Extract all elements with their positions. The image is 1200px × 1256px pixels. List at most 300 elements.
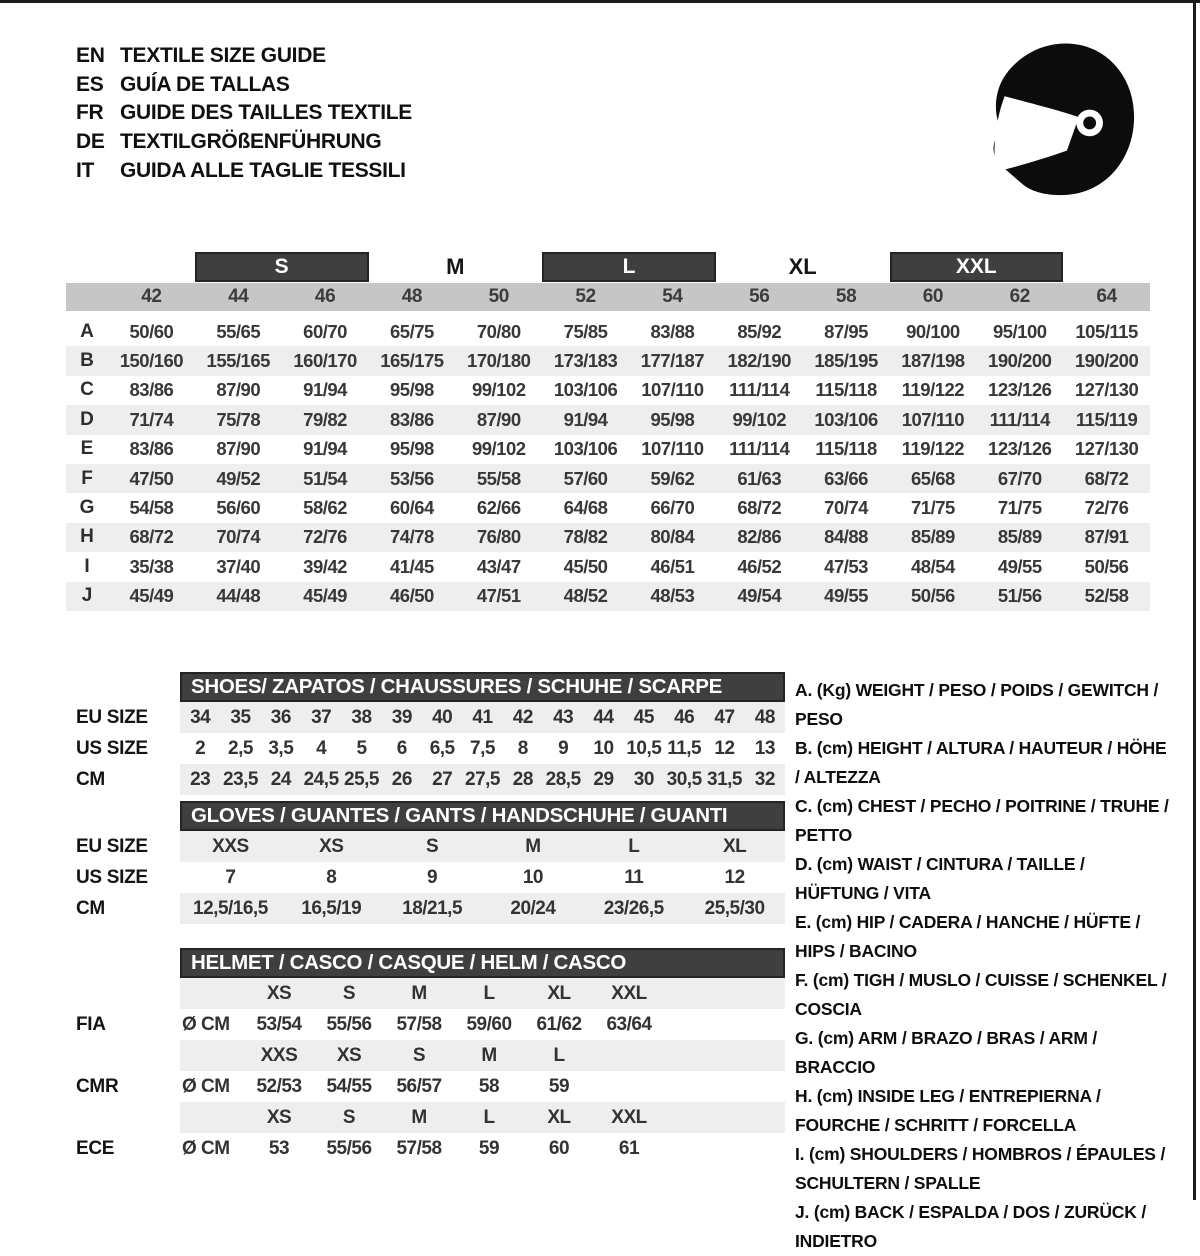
helmet-value: 57/58 bbox=[396, 1013, 442, 1035]
helmet-value-row bbox=[66, 1071, 785, 1102]
size-value: 6 bbox=[396, 737, 407, 759]
measurement-value: 91/94 bbox=[303, 379, 347, 401]
measurement-value: 107/110 bbox=[641, 438, 704, 460]
helmet-value: 59 bbox=[548, 1075, 570, 1097]
helmet-size: S bbox=[342, 982, 356, 1004]
row-values bbox=[180, 733, 785, 764]
numeric-size: 42 bbox=[141, 286, 162, 307]
row-values bbox=[180, 831, 785, 862]
row-values bbox=[180, 702, 785, 733]
numeric-size: 50 bbox=[488, 286, 509, 307]
size-value: 39 bbox=[391, 706, 412, 728]
helmet-values bbox=[180, 1009, 785, 1040]
measurement-value: 91/94 bbox=[563, 408, 608, 430]
measurement-row bbox=[66, 523, 1150, 552]
measurement-value: 91/94 bbox=[303, 438, 347, 460]
measurement-value: 103/106 bbox=[553, 379, 618, 401]
language-title: GUIDE DES TAILLES TEXTILE bbox=[120, 101, 412, 125]
standard-label: CMR bbox=[76, 1075, 119, 1097]
numeric-size: 52 bbox=[575, 286, 596, 307]
helmet-size: XS bbox=[336, 1044, 362, 1066]
size-value: 43 bbox=[553, 706, 574, 728]
row-label: US SIZE bbox=[76, 737, 148, 759]
size-value: 12 bbox=[724, 866, 745, 888]
diameter-unit: Ø CM bbox=[182, 1075, 230, 1097]
measurement-value: 47/50 bbox=[129, 467, 174, 489]
size-value: 2,5 bbox=[228, 737, 253, 759]
measurement-value: 103/106 bbox=[814, 408, 878, 430]
measurement-value: 84/88 bbox=[824, 526, 868, 548]
measurement-value: 119/122 bbox=[901, 379, 965, 401]
measurement-value: 68/72 bbox=[129, 526, 174, 548]
measurement-value: 87/90 bbox=[216, 438, 261, 460]
size-value: 23 bbox=[190, 768, 211, 790]
row-label: CM bbox=[76, 897, 105, 919]
helmet-size: XS bbox=[266, 982, 292, 1004]
language-title: TEXTILE SIZE GUIDE bbox=[120, 44, 326, 68]
measurement-value: 87/90 bbox=[216, 379, 261, 401]
legend-item: E. (cm) HIP / CADERA / HANCHE / HÜFTE / HIPS / BACINO bbox=[795, 912, 1141, 961]
size-value: 26 bbox=[391, 768, 412, 790]
language-row bbox=[76, 128, 412, 157]
helmet-value: 52/53 bbox=[256, 1075, 302, 1097]
language-title-list bbox=[76, 42, 412, 185]
measurement-value: 111/114 bbox=[729, 379, 790, 401]
top-border-line bbox=[0, 0, 1200, 3]
measurement-value: 123/126 bbox=[988, 438, 1052, 460]
size-value: 7,5 bbox=[470, 737, 495, 759]
measurement-value: 61/63 bbox=[737, 467, 782, 489]
helmet-size: XXL bbox=[611, 982, 647, 1004]
measurement-value: 103/106 bbox=[553, 438, 618, 460]
measurement-value: 72/76 bbox=[1084, 497, 1129, 519]
measurement-value: 49/55 bbox=[824, 585, 868, 607]
measurement-value: 127/130 bbox=[1074, 379, 1139, 401]
measurement-value: 48/53 bbox=[650, 585, 695, 607]
row-label: EU SIZE bbox=[76, 706, 148, 728]
numeric-size-bar bbox=[66, 283, 1150, 311]
size-value: 12,5/16,5 bbox=[193, 897, 268, 919]
size-value: 46 bbox=[674, 706, 695, 728]
measurement-value: 85/92 bbox=[737, 320, 782, 342]
legend-item: G. (cm) ARM / BRAZO / BRAS / ARM / BRACCIO bbox=[795, 1028, 1098, 1077]
row-letter: G bbox=[79, 497, 95, 519]
measurement-value: 49/54 bbox=[737, 585, 782, 607]
language-code: ES bbox=[76, 72, 104, 96]
measurement-value: 115/118 bbox=[815, 379, 877, 401]
measurement-value: 150/160 bbox=[119, 350, 184, 372]
standard-label: ECE bbox=[76, 1137, 115, 1159]
helmet-size: M bbox=[481, 1044, 497, 1066]
size-value: 23/26,5 bbox=[603, 897, 664, 919]
language-title: GUIDA ALLE TAGLIE TESSILI bbox=[120, 158, 406, 182]
numeric-size: 56 bbox=[749, 286, 770, 307]
size-value: 37 bbox=[311, 706, 332, 728]
language-row bbox=[76, 99, 412, 128]
size-value: 9 bbox=[427, 866, 438, 888]
size-group-header-row bbox=[66, 252, 1150, 282]
measurement-value: 82/86 bbox=[737, 526, 782, 548]
measurement-value: 190/200 bbox=[988, 350, 1052, 372]
helmet-title-bar: HELMET / CASCO / CASQUE / HELM / CASCO bbox=[180, 948, 785, 978]
row-letter: F bbox=[81, 467, 93, 489]
racing-helmet-icon bbox=[982, 40, 1140, 198]
measurement-value: 70/74 bbox=[824, 497, 868, 519]
helmet-value: 59/60 bbox=[466, 1013, 512, 1035]
size-value: 13 bbox=[754, 737, 775, 759]
language-title: TEXTILGRÖßENFÜHRUNG bbox=[120, 130, 382, 154]
measurement-value: 119/122 bbox=[901, 438, 965, 460]
measurement-value: 48/54 bbox=[911, 555, 955, 577]
measurement-value: 170/180 bbox=[467, 350, 531, 372]
measurement-value: 65/75 bbox=[390, 320, 434, 342]
measurement-value: 85/89 bbox=[997, 526, 1042, 548]
measurement-value: 87/95 bbox=[824, 320, 868, 342]
legend-item: B. (cm) HEIGHT / ALTURA / HAUTEUR / HÖHE / ALTEZZA bbox=[795, 738, 1167, 787]
language-code: DE bbox=[76, 130, 105, 154]
measurement-value: 50/56 bbox=[911, 585, 955, 607]
row-letter: A bbox=[80, 320, 94, 342]
size-value: 27,5 bbox=[465, 768, 500, 790]
standard-label: FIA bbox=[76, 1013, 106, 1035]
measurement-value: 46/50 bbox=[390, 585, 434, 607]
size-row bbox=[66, 831, 785, 862]
row-letter: H bbox=[80, 526, 94, 548]
size-value: M bbox=[525, 835, 541, 857]
measurement-value: 50/60 bbox=[129, 320, 174, 342]
size-value: 10 bbox=[593, 737, 614, 759]
row-label: EU SIZE bbox=[76, 835, 148, 857]
size-value: 29 bbox=[593, 768, 614, 790]
size-value: 34 bbox=[190, 706, 211, 728]
measurement-value: 51/56 bbox=[997, 585, 1042, 607]
helmet-size: XXL bbox=[611, 1106, 647, 1128]
measurement-value: 83/88 bbox=[650, 320, 695, 342]
gloves-rows bbox=[66, 831, 785, 924]
size-value: 9 bbox=[558, 737, 569, 759]
measurement-value: 95/98 bbox=[650, 408, 695, 430]
measurement-value: 51/54 bbox=[303, 467, 347, 489]
measurement-row bbox=[66, 552, 1150, 581]
legend-item: A. (Kg) WEIGHT / PESO / POIDS / GEWITCH / PESO bbox=[795, 680, 1159, 729]
legend-item: F. (cm) TIGH / MUSLO / CUISSE / SCHENKEL / COSCIA bbox=[795, 970, 1167, 1019]
row-label bbox=[66, 1040, 180, 1071]
helmet-size: M bbox=[411, 982, 427, 1004]
measurement-value: 165/175 bbox=[380, 350, 444, 372]
size-value: 45 bbox=[633, 706, 654, 728]
helmet-value: 55/56 bbox=[326, 1013, 372, 1035]
size-value: 38 bbox=[351, 706, 372, 728]
size-value: 3,5 bbox=[268, 737, 294, 759]
measurement-value: 43/47 bbox=[476, 555, 521, 577]
size-value: 47 bbox=[714, 706, 735, 728]
measurement-value: 57/60 bbox=[563, 467, 608, 489]
measurement-value: 83/86 bbox=[129, 438, 174, 460]
measurement-value: 72/76 bbox=[303, 526, 347, 548]
size-value: XL bbox=[722, 835, 747, 857]
measurement-value: 83/86 bbox=[390, 408, 434, 430]
measurement-value: 46/51 bbox=[650, 555, 695, 577]
numeric-size: 46 bbox=[314, 286, 336, 307]
size-value: L bbox=[628, 835, 640, 857]
measurement-value: 99/102 bbox=[732, 408, 787, 430]
right-border-line bbox=[1193, 0, 1196, 1200]
size-value: 41 bbox=[472, 706, 493, 728]
measurement-value: 39/42 bbox=[303, 555, 347, 577]
measurement-value: 111/114 bbox=[989, 408, 1050, 430]
row-label bbox=[66, 978, 180, 1009]
helmet-sizes bbox=[180, 1102, 785, 1133]
helmet-size-row bbox=[66, 1040, 785, 1071]
measurement-value: 87/91 bbox=[1084, 526, 1129, 548]
measurement-value: 47/51 bbox=[476, 585, 521, 607]
helmet-size-row bbox=[66, 978, 785, 1009]
measurement-value: 99/102 bbox=[471, 438, 526, 460]
measurement-legend bbox=[795, 676, 1169, 1256]
numeric-size: 54 bbox=[662, 286, 683, 307]
helmet-values bbox=[180, 1133, 785, 1164]
size-group-xl: XL bbox=[788, 254, 817, 279]
size-group-m: M bbox=[446, 254, 465, 279]
measurement-value: 48/52 bbox=[563, 585, 608, 607]
gloves-title-bar: GLOVES / GUANTES / GANTS / HANDSCHUHE / GUANTI bbox=[180, 801, 785, 831]
measurement-value: 99/102 bbox=[471, 379, 526, 401]
helmet-value: 53/54 bbox=[256, 1013, 302, 1035]
shoes-rows bbox=[66, 702, 785, 795]
measurement-value: 87/90 bbox=[476, 408, 521, 430]
measurement-value: 60/64 bbox=[390, 497, 434, 519]
measurement-value: 45/49 bbox=[129, 585, 174, 607]
size-row bbox=[66, 733, 785, 764]
measurement-value: 85/89 bbox=[911, 526, 955, 548]
measurement-value: 76/80 bbox=[476, 526, 521, 548]
measurement-value: 75/78 bbox=[216, 408, 261, 430]
helmet-value: 59 bbox=[478, 1137, 500, 1159]
size-value: 25,5/30 bbox=[704, 897, 765, 919]
size-group-xxl: XXL bbox=[890, 252, 1064, 282]
row-letter: E bbox=[80, 438, 94, 460]
size-value: S bbox=[425, 835, 439, 857]
size-value: 16,5/19 bbox=[301, 897, 362, 919]
language-code: FR bbox=[76, 101, 104, 125]
size-value: 8 bbox=[517, 737, 528, 759]
helmet-value: 56/57 bbox=[396, 1075, 442, 1097]
row-letter: C bbox=[80, 379, 94, 401]
helmet-value: 58 bbox=[478, 1075, 500, 1097]
helmet-size: XL bbox=[547, 982, 571, 1004]
numeric-size: 48 bbox=[401, 286, 423, 307]
helmet-value: 61/62 bbox=[536, 1013, 582, 1035]
measurement-value: 123/126 bbox=[988, 379, 1052, 401]
size-value: 28,5 bbox=[545, 768, 581, 790]
helmet-size: XS bbox=[266, 1106, 292, 1128]
measurement-value: 53/56 bbox=[390, 467, 434, 489]
row-label bbox=[66, 1102, 180, 1133]
size-value: XXS bbox=[212, 835, 249, 857]
size-value: 25,5 bbox=[344, 768, 379, 790]
measurement-value: 45/49 bbox=[303, 585, 347, 607]
helmet-value: 60 bbox=[548, 1137, 570, 1159]
helmet-size: S bbox=[412, 1044, 426, 1066]
measurement-value: 115/119 bbox=[1075, 408, 1138, 430]
size-value: 48 bbox=[754, 706, 775, 728]
measurement-value: 64/68 bbox=[563, 497, 608, 519]
measurement-value: 182/190 bbox=[727, 350, 791, 372]
size-value: 24 bbox=[270, 768, 291, 790]
row-letter: B bbox=[80, 350, 94, 372]
gloves-table bbox=[66, 801, 785, 924]
language-row bbox=[76, 71, 412, 100]
size-value: 42 bbox=[512, 706, 533, 728]
measurement-value: 190/200 bbox=[1074, 350, 1139, 372]
measurement-value: 78/82 bbox=[563, 526, 608, 548]
measurement-value: 49/55 bbox=[997, 555, 1042, 577]
size-value: 20/24 bbox=[510, 897, 556, 919]
numeric-size: 64 bbox=[1096, 286, 1117, 307]
measurement-value: 46/52 bbox=[737, 555, 782, 577]
measurement-value: 45/50 bbox=[563, 555, 608, 577]
size-value: 28 bbox=[512, 768, 533, 790]
size-row bbox=[66, 893, 785, 924]
legend-item: I. (cm) SHOULDERS / HOMBROS / ÉPAULES / SCHULTERN / SPALLE bbox=[795, 1144, 1166, 1193]
legend-item: C. (cm) CHEST / PECHO / POITRINE / TRUHE / PETTO bbox=[795, 796, 1169, 845]
helmet-value-row bbox=[66, 1133, 785, 1164]
helmet-sizes bbox=[180, 1040, 785, 1071]
row-values bbox=[180, 764, 785, 795]
size-group-s: S bbox=[195, 252, 369, 282]
measurement-row bbox=[66, 346, 1150, 375]
size-value: 24,5 bbox=[303, 768, 339, 790]
measurement-value: 107/110 bbox=[641, 379, 704, 401]
size-value: 44 bbox=[593, 706, 614, 728]
measurement-value: 187/198 bbox=[901, 350, 965, 372]
measurement-row bbox=[66, 317, 1150, 346]
measurement-value: 66/70 bbox=[650, 497, 695, 519]
helmet-value: 53 bbox=[268, 1137, 290, 1159]
measurement-value: 79/82 bbox=[303, 408, 347, 430]
measurement-value: 68/72 bbox=[737, 497, 782, 519]
measurement-value: 111/114 bbox=[729, 438, 790, 460]
diameter-unit: Ø CM bbox=[182, 1013, 230, 1035]
size-bar-spacer bbox=[66, 283, 108, 311]
measurement-value: 74/78 bbox=[390, 526, 434, 548]
measurement-value: 107/110 bbox=[901, 408, 965, 430]
row-values bbox=[180, 862, 785, 893]
size-value: 2 bbox=[195, 737, 206, 759]
legend-item: J. (cm) BACK / ESPALDA / DOS / ZURÜCK / INDIETRO bbox=[795, 1202, 1146, 1251]
language-code: EN bbox=[76, 44, 105, 68]
size-value: 5 bbox=[356, 737, 367, 759]
size-row bbox=[66, 702, 785, 733]
numeric-size: 44 bbox=[228, 286, 249, 307]
measurement-row bbox=[66, 582, 1150, 611]
language-row bbox=[76, 42, 412, 71]
size-value: XS bbox=[319, 835, 344, 857]
size-value: 10 bbox=[522, 866, 543, 888]
measurement-value: 37/40 bbox=[216, 555, 261, 577]
shoes-table bbox=[66, 672, 785, 795]
measurement-value: 58/62 bbox=[303, 497, 347, 519]
measurement-value: 35/38 bbox=[129, 555, 174, 577]
size-value: 6,5 bbox=[429, 737, 455, 759]
size-value: 40 bbox=[432, 706, 453, 728]
measurement-value: 160/170 bbox=[293, 350, 357, 372]
measurement-value: 70/74 bbox=[216, 526, 261, 548]
language-title: GUÍA DE TALLAS bbox=[120, 72, 290, 96]
measurement-value: 68/72 bbox=[1084, 467, 1129, 489]
size-value: 10,5 bbox=[626, 737, 662, 759]
measurement-value: 55/58 bbox=[476, 467, 521, 489]
helmet-sizes bbox=[180, 978, 785, 1009]
size-row bbox=[66, 862, 785, 893]
measurement-row bbox=[66, 435, 1150, 464]
row-label: CM bbox=[76, 768, 105, 790]
measurement-row bbox=[66, 405, 1150, 434]
legend-item: D. (cm) WAIST / CINTURA / TAILLE / HÜFTUNG / VITA bbox=[795, 854, 1085, 903]
measurement-value: 63/66 bbox=[824, 467, 868, 489]
measurement-value: 41/45 bbox=[390, 555, 434, 577]
measurement-value: 71/74 bbox=[129, 408, 174, 430]
language-row bbox=[76, 156, 412, 185]
shoes-title-bar: SHOES/ ZAPATOS / CHAUSSURES / SCHUHE / SCARPE bbox=[180, 672, 785, 702]
size-value: 8 bbox=[326, 866, 337, 888]
helmet-size: S bbox=[342, 1106, 356, 1128]
diameter-unit: Ø CM bbox=[182, 1137, 230, 1159]
measurement-value: 185/195 bbox=[814, 350, 878, 372]
helmet-size: M bbox=[411, 1106, 427, 1128]
size-value: 31,5 bbox=[707, 768, 742, 790]
helmet-table bbox=[66, 948, 785, 1164]
size-value: 7 bbox=[225, 866, 236, 888]
helmet-size: XXS bbox=[260, 1044, 298, 1066]
helmet-value: 61 bbox=[618, 1137, 640, 1159]
measurement-value: 47/53 bbox=[824, 555, 868, 577]
measurement-value: 59/62 bbox=[650, 467, 695, 489]
measurement-value: 44/48 bbox=[216, 585, 261, 607]
measurement-value: 80/84 bbox=[650, 526, 695, 548]
measurement-value: 75/85 bbox=[563, 320, 608, 342]
measurement-value: 115/118 bbox=[815, 438, 877, 460]
helmet-value: 55/56 bbox=[326, 1137, 372, 1159]
row-letter: D bbox=[80, 408, 94, 430]
helmet-size: L bbox=[483, 982, 495, 1004]
helmet-values bbox=[180, 1071, 785, 1102]
numeric-size: 58 bbox=[835, 286, 857, 307]
measurement-row bbox=[66, 493, 1150, 522]
measurement-value: 71/75 bbox=[911, 497, 955, 519]
measurement-row bbox=[66, 376, 1150, 405]
measurement-value: 70/80 bbox=[476, 320, 521, 342]
measurement-value: 95/98 bbox=[390, 379, 434, 401]
helmet-value: 63/64 bbox=[606, 1013, 652, 1035]
language-code: IT bbox=[76, 158, 95, 182]
measurement-value: 54/58 bbox=[129, 497, 174, 519]
measurement-value: 62/66 bbox=[476, 497, 521, 519]
size-value: 4 bbox=[316, 737, 327, 759]
garment-size-table bbox=[66, 252, 1150, 611]
size-value: 30,5 bbox=[666, 768, 702, 790]
helmet-value: 54/55 bbox=[326, 1075, 372, 1097]
row-values bbox=[180, 893, 785, 924]
measurement-value: 56/60 bbox=[216, 497, 261, 519]
helmet-size: XL bbox=[547, 1106, 571, 1128]
measurement-value: 67/70 bbox=[997, 467, 1042, 489]
measurement-value: 173/183 bbox=[553, 350, 618, 372]
measurement-value: 127/130 bbox=[1074, 438, 1139, 460]
measurement-value: 105/115 bbox=[1075, 320, 1138, 342]
legend-item: H. (cm) INSIDE LEG / ENTREPIERNA / FOURCHE / SCHRITT / FORCELLA bbox=[795, 1086, 1101, 1135]
measurement-value: 177/187 bbox=[640, 350, 705, 372]
